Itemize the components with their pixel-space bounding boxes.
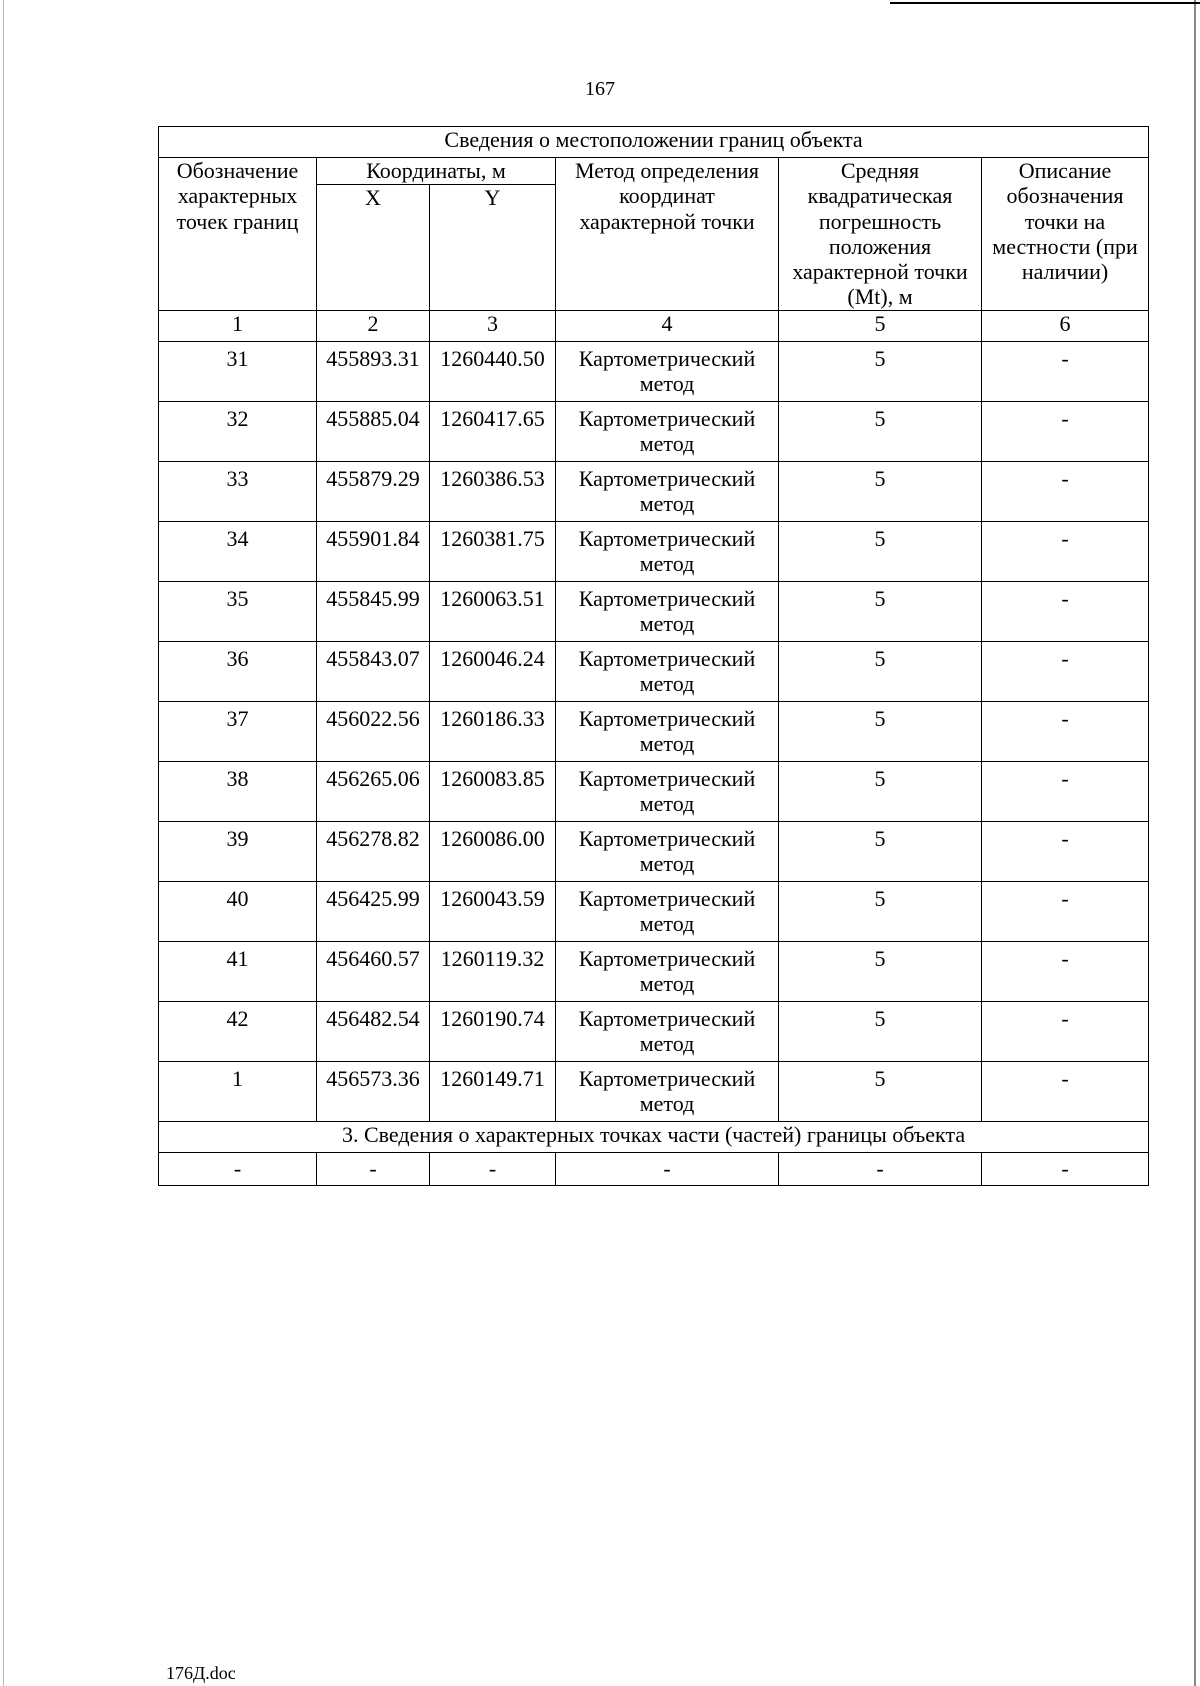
cell-method: Картометрический метод [556, 701, 779, 761]
cell-description: - [982, 941, 1149, 1001]
cell-description: - [982, 521, 1149, 581]
empty-cell: - [317, 1152, 430, 1185]
page-number: 167 [585, 78, 615, 100]
cell-description: - [982, 461, 1149, 521]
cell-x: 455845.99 [317, 581, 430, 641]
cell-y: 1260190.74 [430, 1001, 556, 1061]
header-row-1 [159, 158, 1149, 185]
empty-cell: - [779, 1152, 982, 1185]
cell-x: 456022.56 [317, 701, 430, 761]
cell-error: 5 [779, 521, 982, 581]
table-row [159, 761, 1149, 821]
cell-method: Картометрический метод [556, 881, 779, 941]
cell-error: 5 [779, 881, 982, 941]
cell-y: 1260119.32 [430, 941, 556, 1001]
cell-x: 455885.04 [317, 401, 430, 461]
cell-x: 456573.36 [317, 1061, 430, 1121]
cell-error: 5 [779, 701, 982, 761]
cell-point: 36 [159, 641, 317, 701]
table-row [159, 701, 1149, 761]
cell-error: 5 [779, 1001, 982, 1061]
cell-y: 1260083.85 [430, 761, 556, 821]
header-x: X [317, 185, 430, 311]
header-y: Y [430, 185, 556, 311]
scan-edge-top [890, 2, 1200, 4]
cell-description: - [982, 821, 1149, 881]
cell-method: Картометрический метод [556, 401, 779, 461]
cell-description: - [982, 341, 1149, 401]
cell-method: Картометрический метод [556, 941, 779, 1001]
cell-method: Картометрический метод [556, 641, 779, 701]
column-number: 1 [159, 310, 317, 341]
cell-x: 455879.29 [317, 461, 430, 521]
empty-cell: - [159, 1152, 317, 1185]
header-description: Описание обозначения точки на местности (при наличии) [982, 158, 1149, 311]
cell-description: - [982, 1061, 1149, 1121]
cell-point: 33 [159, 461, 317, 521]
cell-point: 41 [159, 941, 317, 1001]
cell-method: Картометрический метод [556, 461, 779, 521]
cell-error: 5 [779, 761, 982, 821]
cell-x: 456278.82 [317, 821, 430, 881]
cell-method: Картометрический метод [556, 1001, 779, 1061]
cell-x: 456460.57 [317, 941, 430, 1001]
table-title: Сведения о местоположении границ объекта [159, 127, 1149, 158]
cell-method: Картометрический метод [556, 581, 779, 641]
cell-x: 455843.07 [317, 641, 430, 701]
table-row [159, 1001, 1149, 1061]
scan-edge-left [3, 0, 4, 1686]
table-row [159, 941, 1149, 1001]
cell-x: 456265.06 [317, 761, 430, 821]
column-number: 2 [317, 310, 430, 341]
cell-description: - [982, 581, 1149, 641]
table-row [159, 1061, 1149, 1121]
boundary-coordinates-table [158, 126, 1149, 1186]
section-3-empty-row [159, 1152, 1149, 1185]
empty-cell: - [430, 1152, 556, 1185]
cell-y: 1260381.75 [430, 521, 556, 581]
header-point-designation: Обозначение характерных точек границ [159, 158, 317, 311]
cell-error: 5 [779, 461, 982, 521]
cell-x: 456425.99 [317, 881, 430, 941]
cell-method: Картометрический метод [556, 341, 779, 401]
cell-y: 1260386.53 [430, 461, 556, 521]
cell-point: 32 [159, 401, 317, 461]
table-row [159, 881, 1149, 941]
cell-description: - [982, 641, 1149, 701]
cell-error: 5 [779, 941, 982, 1001]
cell-description: - [982, 881, 1149, 941]
cell-point: 35 [159, 581, 317, 641]
cell-error: 5 [779, 401, 982, 461]
cell-error: 5 [779, 341, 982, 401]
table-row [159, 641, 1149, 701]
cell-error: 5 [779, 821, 982, 881]
cell-description: - [982, 701, 1149, 761]
cell-error: 5 [779, 641, 982, 701]
footer-filename: 176Д.doc [166, 1663, 236, 1683]
cell-y: 1260417.65 [430, 401, 556, 461]
cell-y: 1260149.71 [430, 1061, 556, 1121]
header-coordinates: Координаты, м [317, 158, 556, 185]
table-row [159, 461, 1149, 521]
cell-x: 455901.84 [317, 521, 430, 581]
table-row [159, 341, 1149, 401]
cell-y: 1260186.33 [430, 701, 556, 761]
header-mean-error: Средняя квадратическая погрешность положения характерной точки (Mt), м [779, 158, 982, 311]
cell-description: - [982, 401, 1149, 461]
cell-error: 5 [779, 581, 982, 641]
cell-point: 34 [159, 521, 317, 581]
cell-point: 37 [159, 701, 317, 761]
cell-method: Картометрический метод [556, 1061, 779, 1121]
cell-x: 456482.54 [317, 1001, 430, 1061]
cell-x: 455893.31 [317, 341, 430, 401]
scan-edge-right [1194, 0, 1196, 1686]
table-row [159, 581, 1149, 641]
cell-point: 38 [159, 761, 317, 821]
header-method: Метод определения координат характерной точки [556, 158, 779, 311]
cell-point: 1 [159, 1061, 317, 1121]
cell-y: 1260046.24 [430, 641, 556, 701]
section-3-title: 3. Сведения о характерных точках части (частей) границы объекта [159, 1121, 1149, 1152]
table-title-row [159, 127, 1149, 158]
cell-y: 1260043.59 [430, 881, 556, 941]
cell-point: 31 [159, 341, 317, 401]
cell-y: 1260086.00 [430, 821, 556, 881]
cell-point: 39 [159, 821, 317, 881]
cell-y: 1260063.51 [430, 581, 556, 641]
cell-description: - [982, 1001, 1149, 1061]
cell-point: 40 [159, 881, 317, 941]
column-number: 6 [982, 310, 1149, 341]
table-row [159, 821, 1149, 881]
column-number-row [159, 310, 1149, 341]
cell-y: 1260440.50 [430, 341, 556, 401]
cell-method: Картометрический метод [556, 761, 779, 821]
column-number: 3 [430, 310, 556, 341]
table-row [159, 401, 1149, 461]
cell-description: - [982, 761, 1149, 821]
cell-point: 42 [159, 1001, 317, 1061]
cell-method: Картометрический метод [556, 821, 779, 881]
section-3-row [159, 1121, 1149, 1152]
table-row [159, 521, 1149, 581]
column-number: 4 [556, 310, 779, 341]
empty-cell: - [982, 1152, 1149, 1185]
cell-error: 5 [779, 1061, 982, 1121]
cell-method: Картометрический метод [556, 521, 779, 581]
empty-cell: - [556, 1152, 779, 1185]
column-number: 5 [779, 310, 982, 341]
